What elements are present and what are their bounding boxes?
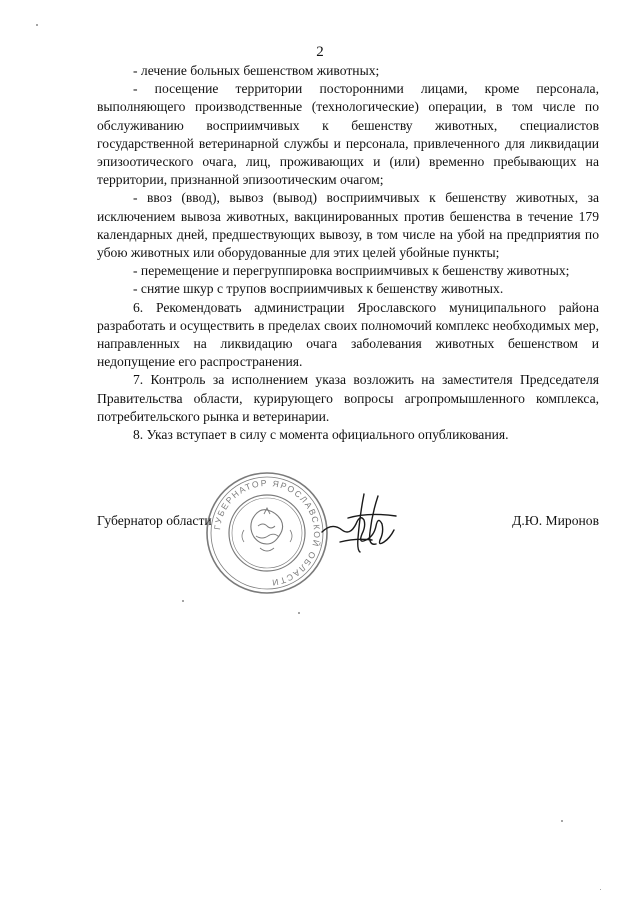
seal-text: ГУБЕРНАТОР ЯРОСЛАВСКОЙ ОБЛАСТИ bbox=[212, 477, 323, 588]
official-seal-icon bbox=[204, 470, 330, 596]
paragraph: 8. Указ вступает в силу с момента официального опубликования. bbox=[133, 427, 509, 443]
signer-title: Губернатор области bbox=[97, 513, 212, 528]
paragraph: - лечение больных бешенством животных; bbox=[133, 63, 380, 78]
paragraph: 6. Рекомендовать администрации Ярославского муниципального района разработать и осуществить в пределах своих полномочий комплекс необходимых мер, направленных на ликвидацию очага заболевания животных бешенством и недопущение его распространения. bbox=[97, 299, 599, 370]
document-body bbox=[97, 62, 599, 444]
paragraph: - перемещение и перегруппировка восприимчивых к бешенству животных; bbox=[133, 263, 570, 279]
paragraph: - ввоз (ввод), вывоз (вывод) восприимчивых к бешенству животных, за исключением вывоза животных, вакцинированных против бешенства в течение 179 календарных дней, предшествующих вывозу, в том числе на убой на предприятия по убою животных или оборудованные для этих целей убойные пункты; bbox=[97, 190, 599, 261]
paragraph: 7. Контроль за исполнением указа возложить на заместителя Председателя Правительства области, курирующего вопросы агропромышленного комплекса, потребительского рынка и ветеринарии. bbox=[97, 372, 599, 424]
page-number: 2 bbox=[316, 44, 324, 60]
handwritten-signature-icon bbox=[318, 488, 410, 560]
paragraph: - посещение территории посторонними лицами, кроме персонала, выполняющего производственные (технологические) операции, в том числе по обслуживанию восприимчивых к бешенству животных, специалистов государственной ветеринарной службы и персонала, привлеченного для ликвидации эпизоотического очага, лиц, проживающих и (или) временно пребывающих на территории, признанной эпизоотическим очагом; bbox=[97, 81, 599, 188]
signer-name: Д.Ю. Миронов bbox=[512, 513, 599, 528]
paragraph: - снятие шкур с трупов восприимчивых к бешенству животных. bbox=[133, 281, 504, 297]
